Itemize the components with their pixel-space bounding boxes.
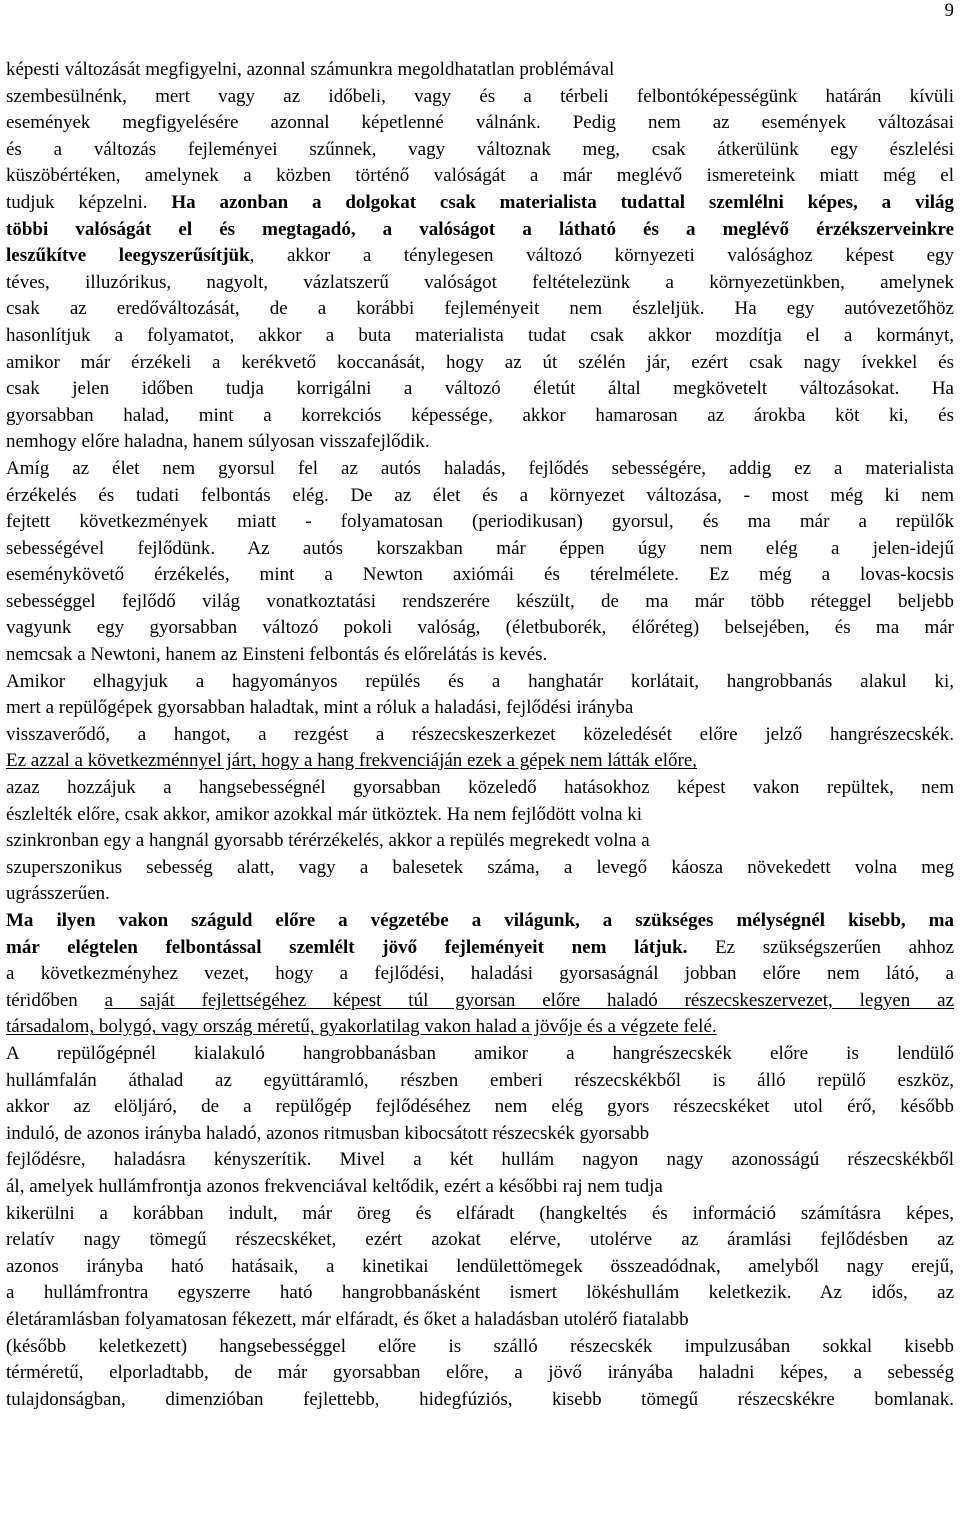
text-line bbox=[6, 1201, 954, 1228]
text-line bbox=[6, 1280, 954, 1307]
text-segment: hullámfalán áthalad az együttáramló, részben emberi részecskékből is álló repülő eszköz, bbox=[6, 1069, 954, 1091]
text-segment: (később keletkezett) hangsebességgel előre is szálló részecskék impulzusában sokkal kisebb bbox=[6, 1335, 954, 1357]
text-line bbox=[6, 669, 954, 696]
text-line bbox=[6, 376, 954, 403]
text-line bbox=[6, 163, 954, 190]
bold-text: már elégtelen felbontással szemlélt jövő fejleményeit nem látjuk. bbox=[6, 936, 688, 958]
text-line bbox=[6, 456, 954, 483]
paragraph bbox=[6, 57, 954, 456]
text-line bbox=[6, 1174, 954, 1201]
text-segment: amikor már érzékeli a kerékvető koccanását, hogy az út szélén jár, ezért csak nagy ívekkel és bbox=[6, 351, 954, 373]
text-line bbox=[6, 1227, 954, 1254]
text-line bbox=[6, 84, 954, 111]
text-line bbox=[6, 296, 954, 323]
text-segment: sebességgel fejlődő világ vonatkoztatási rendszerére készült, de ma már több réteggel beljebb bbox=[6, 590, 954, 612]
text-line bbox=[6, 642, 954, 669]
text-segment: fejtett következmények miatt - folyamatosan (periodikusan) gyorsul, és ma már a repülők bbox=[6, 511, 954, 533]
text-line bbox=[6, 1334, 954, 1361]
text-segment: hasonlítjuk a folyamatot, akkor a buta materialista tudat csak akkor mozdítja el a kormányt, bbox=[6, 324, 954, 346]
text-segment: észlelték előre, csak akkor, amikor azokkal már ütköztek. Ha nem fejlődött volna ki bbox=[6, 803, 643, 825]
text-line bbox=[6, 190, 954, 217]
text-line bbox=[6, 217, 954, 244]
text-segment: azonos irányba ható hatásaik, a kinetikai lendülettömegek összeadódnak, amelyből nagy erejű, bbox=[6, 1255, 954, 1277]
page-number: 9 bbox=[944, 0, 954, 21]
text-line bbox=[6, 589, 954, 616]
text-segment: ál, amelyek hullámfrontja azonos frekvenciával keltődik, ezért a későbbi raj nem tudja bbox=[6, 1175, 663, 1197]
text-segment: nemcsak a Newtoni, hanem az Einsteni felbontás és előrelátás is kevés. bbox=[6, 644, 548, 666]
text-segment: induló, de azonos irányba haladó, azonos ritmusban kibocsátott részecskék gyorsabb bbox=[6, 1122, 650, 1144]
text-line bbox=[6, 1121, 954, 1148]
text-segment: csak jelen időben tudja korrigálni a változó életút által megkövetelt változásokat. Ha bbox=[6, 378, 954, 400]
text-line bbox=[6, 536, 954, 563]
text-segment: szuperszonikus sebesség alatt, vagy a balesetek száma, a levegő káosza növekedett volna meg bbox=[6, 856, 954, 878]
text-line bbox=[6, 110, 954, 137]
text-line bbox=[6, 483, 954, 510]
text-segment: Ez szükségszerűen ahhoz bbox=[687, 936, 954, 958]
text-segment: a következményhez vezet, hogy a fejlődési, haladási gyorsaságnál jobban előre nem látó, a bbox=[6, 963, 954, 985]
text-segment: képesti változását megfigyelni, azonnal számunkra megoldhatatlan problémával bbox=[6, 59, 615, 80]
text-segment: téves, illuzórikus, nagyolt, vázlatszerű valóságot feltételezünk a környezetünkben, amelynek bbox=[6, 271, 954, 293]
body-text bbox=[6, 57, 954, 1413]
bold-text: Ma ilyen vakon száguld előre a végzetébe a világunk, a szükséges mélységnél kisebb, ma bbox=[6, 910, 954, 931]
text-line bbox=[6, 881, 954, 908]
text-line bbox=[6, 1387, 954, 1414]
bold-text: Ha azonban a dolgokat csak materialista tudattal szemlélni képes, a világ bbox=[171, 191, 954, 213]
underlined-text: a saját fejlettségéhez képest túl gyorsan előre haladó részecskeszervezet, legyen az bbox=[104, 989, 954, 1011]
bold-text: leszűkítve leegyszerűsítjük bbox=[6, 245, 250, 267]
text-line bbox=[6, 1094, 954, 1121]
text-line bbox=[6, 775, 954, 802]
text-segment: nemhogy előre haladna, hanem súlyosan visszafejlődik. bbox=[6, 431, 430, 453]
text-segment: sebességével fejlődünk. Az autós korszakban már éppen úgy nem elég a jelen-idejű bbox=[6, 537, 954, 559]
text-segment: gyorsabban halad, mint a korrekciós képessége, akkor hamarosan az árokba köt ki, és bbox=[6, 404, 954, 426]
paragraph bbox=[6, 456, 954, 669]
text-segment: vagyunk egy gyorsabban változó pokoli valóság, (életbuborék, élőréteg) belsejében, és ma már bbox=[6, 617, 954, 639]
text-segment: eseménykövető érzékelés, mint a Newton axiómái és térelmélete. Ez még a lovas-kocsis bbox=[6, 564, 954, 586]
text-line bbox=[6, 802, 954, 829]
text-segment: események megfigyelésére azonnal képetlenné válnánk. Pedig nem az események változásai bbox=[6, 112, 954, 134]
text-line bbox=[6, 403, 954, 430]
text-line bbox=[6, 1307, 954, 1334]
text-line bbox=[6, 748, 954, 775]
text-line bbox=[6, 57, 954, 84]
text-segment: visszaverődő, a hangot, a rezgést a részecskeszerkezet közeledését előre jelző hangrészecskék. bbox=[6, 723, 954, 745]
text-segment: Amikor elhagyjuk a hagyományos repülés és a hanghatár korlátait, hangrobbanás alakul ki, bbox=[6, 670, 954, 692]
text-line bbox=[6, 509, 954, 536]
underlined-text: Ez azzal a következménnyel járt, hogy a hang frekvenciáján ezek a gépek nem látták előre, bbox=[6, 750, 698, 772]
paragraph bbox=[6, 1041, 954, 1413]
bold-text: többi valóságát el és megtagadó, a valóságot a látható és a meglévő érzékszerveinkre bbox=[6, 218, 954, 240]
text-segment: mert a repülőgépek gyorsabban haladtak, mint a róluk a haladási, fejlődési irányba bbox=[6, 697, 634, 719]
text-line bbox=[6, 1254, 954, 1281]
text-line bbox=[6, 855, 954, 882]
text-segment: azaz hozzájuk a hangsebességnél gyorsabban közeledő hatásokhoz képest vakon repültek, nem bbox=[6, 777, 954, 799]
text-segment: akkor az elöljáró, de a repülőgép fejlődéséhez nem elég gyors részecskéket utol érő, később bbox=[6, 1096, 954, 1118]
text-segment: Amíg az élet nem gyorsul fel az autós haladás, fejlődés sebességére, addig ez a materialista bbox=[6, 457, 954, 479]
text-line bbox=[6, 988, 954, 1015]
text-segment: , akkor a ténylegesen változó környezeti valósághoz képest egy bbox=[249, 245, 955, 267]
text-segment: csak az eredőváltozását, de a korábbi fejleményeit nem észleljük. Ha egy autóvezetőhöz bbox=[6, 298, 954, 320]
text-line bbox=[6, 562, 954, 589]
text-line bbox=[6, 1147, 954, 1174]
text-segment: szinkronban egy a hangnál gyorsabb térérzékelés, akkor a repülés megrekedt volna a bbox=[6, 830, 650, 852]
text-segment: fejlődésre, haladásra kényszerítik. Mivel a két hullám nagyon nagy azonosságú részecskékből bbox=[6, 1149, 954, 1171]
text-line bbox=[6, 908, 954, 935]
text-line bbox=[6, 137, 954, 164]
text-segment: A repülőgépnél kialakuló hangrobbanásban amikor a hangrészecskék előre is lendülő bbox=[6, 1042, 954, 1064]
text-line bbox=[6, 1041, 954, 1068]
text-line bbox=[6, 722, 954, 749]
text-segment: kikerülni a korábban indult, már öreg és elfáradt (hangkeltés és információ számításra képes, bbox=[6, 1202, 954, 1224]
text-line bbox=[6, 615, 954, 642]
text-segment: szembesülnénk, mert vagy az időbeli, vagy és a térbeli felbontóképességünk határán kívüli bbox=[6, 85, 954, 107]
text-line bbox=[6, 961, 954, 988]
text-segment: a hullámfrontra egyszerre ható hangrobbanásként ismert lökéshullám keletkezik. Az idős, az bbox=[6, 1282, 954, 1304]
text-segment: és a változás fejleményei szűnnek, vagy változnak meg, csak átkerülünk egy észlelési bbox=[6, 138, 954, 160]
text-segment: küszöbértéken, amelynek a közben történő valóságát a már meglévő ismereteink miatt még el bbox=[6, 165, 954, 187]
text-segment: ugrásszerűen. bbox=[6, 883, 110, 905]
text-line bbox=[6, 270, 954, 297]
text-segment: relatív nagy tömegű részecskéket, ezért azokat elérve, utolérve az áramlási fejlődésben az bbox=[6, 1229, 954, 1251]
text-line bbox=[6, 935, 954, 962]
text-line bbox=[6, 350, 954, 377]
text-line bbox=[6, 323, 954, 350]
text-line bbox=[6, 828, 954, 855]
text-line bbox=[6, 1068, 954, 1095]
text-line bbox=[6, 429, 954, 456]
text-segment: téridőben bbox=[6, 989, 105, 1011]
text-segment: térméretű, elporladtabb, de már gyorsabban előre, a jövő irányába haladni képes, a sebesség bbox=[6, 1362, 954, 1384]
paragraph bbox=[6, 669, 954, 908]
text-segment: tudjuk képzelni. bbox=[6, 191, 172, 213]
text-line bbox=[6, 243, 954, 270]
paragraph bbox=[6, 908, 954, 1041]
text-segment: tulajdonságban, dimenzióban fejlettebb, hidegfúziós, kisebb tömegű részecskékre bomlanak. bbox=[6, 1388, 954, 1410]
text-line bbox=[6, 695, 954, 722]
text-line bbox=[6, 1360, 954, 1387]
text-segment: életáramlásban folyamatosan fékezett, már elfáradt, és őket a haladásban utolérő fiatalabb bbox=[6, 1308, 689, 1330]
underlined-text: társadalom, bolygó, vagy ország méretű, gyakorlatilag vakon halad a jövője és a végzete felé. bbox=[6, 1016, 717, 1038]
text-line bbox=[6, 1014, 954, 1041]
text-segment: érzékelés és tudati felbontás elég. De az élet és a környezet változása, - most még ki nem bbox=[6, 484, 954, 506]
